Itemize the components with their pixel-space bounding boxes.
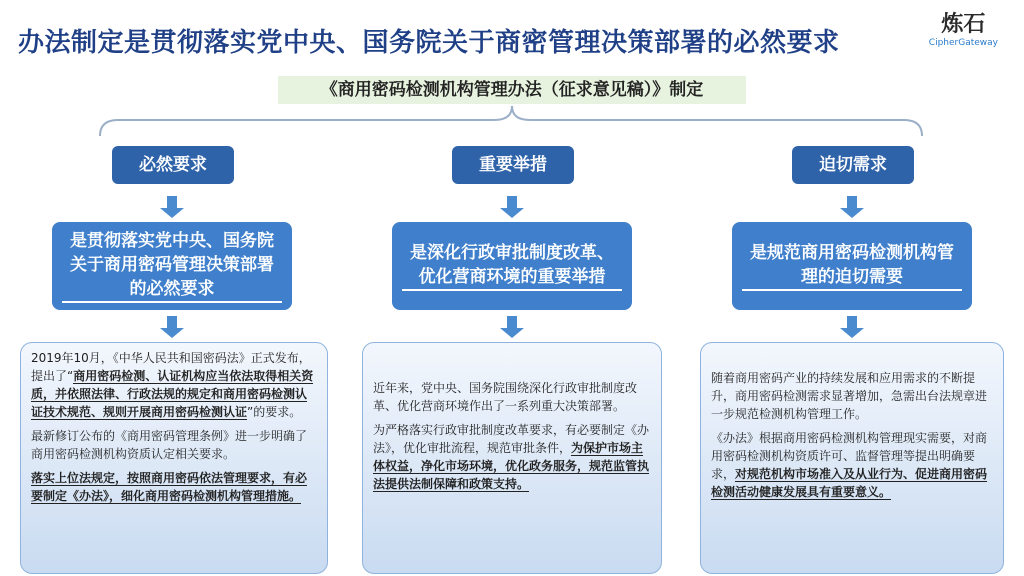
logo-zh: 炼石	[941, 12, 986, 37]
detail-panel-urgent	[700, 342, 1004, 574]
detail-panel-necessary	[20, 342, 328, 574]
detail-paragraph: 最新修订公布的《商用密码管理条例》进一步明确了商用密码检测机构资质认定相关要求。	[31, 429, 308, 461]
detail-paragraph: 近年来，党中央、国务院围绕深化行政审批制度改革、优化营商环境作出了一系列重大决策部署。	[373, 381, 638, 413]
summary-box-urgent: 是规范商用密码检测机构管理的迫切需要	[732, 222, 972, 310]
pill-urgent: 迫切需求	[792, 146, 914, 184]
detail-paragraph: 《办法》根据商用密码检测机构管理现实需要，对商用密码检测机构资质许可、监督管理等提出明确要求，对规范机构市场准入及从业行为、促进商用密码检测活动健康发展具有重要意义。	[711, 431, 988, 499]
brace-connector	[0, 0, 1024, 150]
detail-paragraph: 为严格落实行政审批制度改革要求，有必要制定《办法》，优化审批流程，规范审批条件，为保护市场主体权益，净化市场环境，优化政务服务，规范监管执法提供法制保障和政策支持。	[373, 423, 650, 491]
detail-paragraph: 2019年10月，《中华人民共和国密码法》正式发布，提出了“商用密码检测、认证机构应当依法取得相关资质，并依照法律、行政法规的规定和商用密码检测认证技术规范、规则开展商用密码检测认证”的要求。	[31, 351, 314, 419]
page-title: 办法制定是贯彻落实党中央、国务院关于商密管理决策部署的必然要求	[18, 28, 840, 58]
logo-en: CipherGateway	[928, 38, 998, 48]
pill-important: 重要举措	[452, 146, 574, 184]
detail-paragraph: 随着商用密码产业的持续发展和应用需求的不断提升，商用密码检测需求显著增加，急需出台法规章进一步规范检测机构管理工作。	[711, 371, 988, 421]
summary-box-important: 是深化行政审批制度改革、优化营商环境的重要举措	[392, 222, 632, 310]
pill-necessary: 必然要求	[112, 146, 234, 184]
detail-panel-important	[362, 342, 662, 574]
detail-paragraph: 落实上位法规定，按照商用密码依法管理要求，有必要制定《办法》，细化商用密码检测机构管理措施。	[31, 471, 308, 503]
subtitle-banner: 《商用密码检测机构管理办法（征求意见稿）》制定	[278, 76, 746, 104]
summary-box-necessary: 是贯彻落实党中央、国务院关于商用密码管理决策部署的必然要求	[52, 222, 292, 310]
